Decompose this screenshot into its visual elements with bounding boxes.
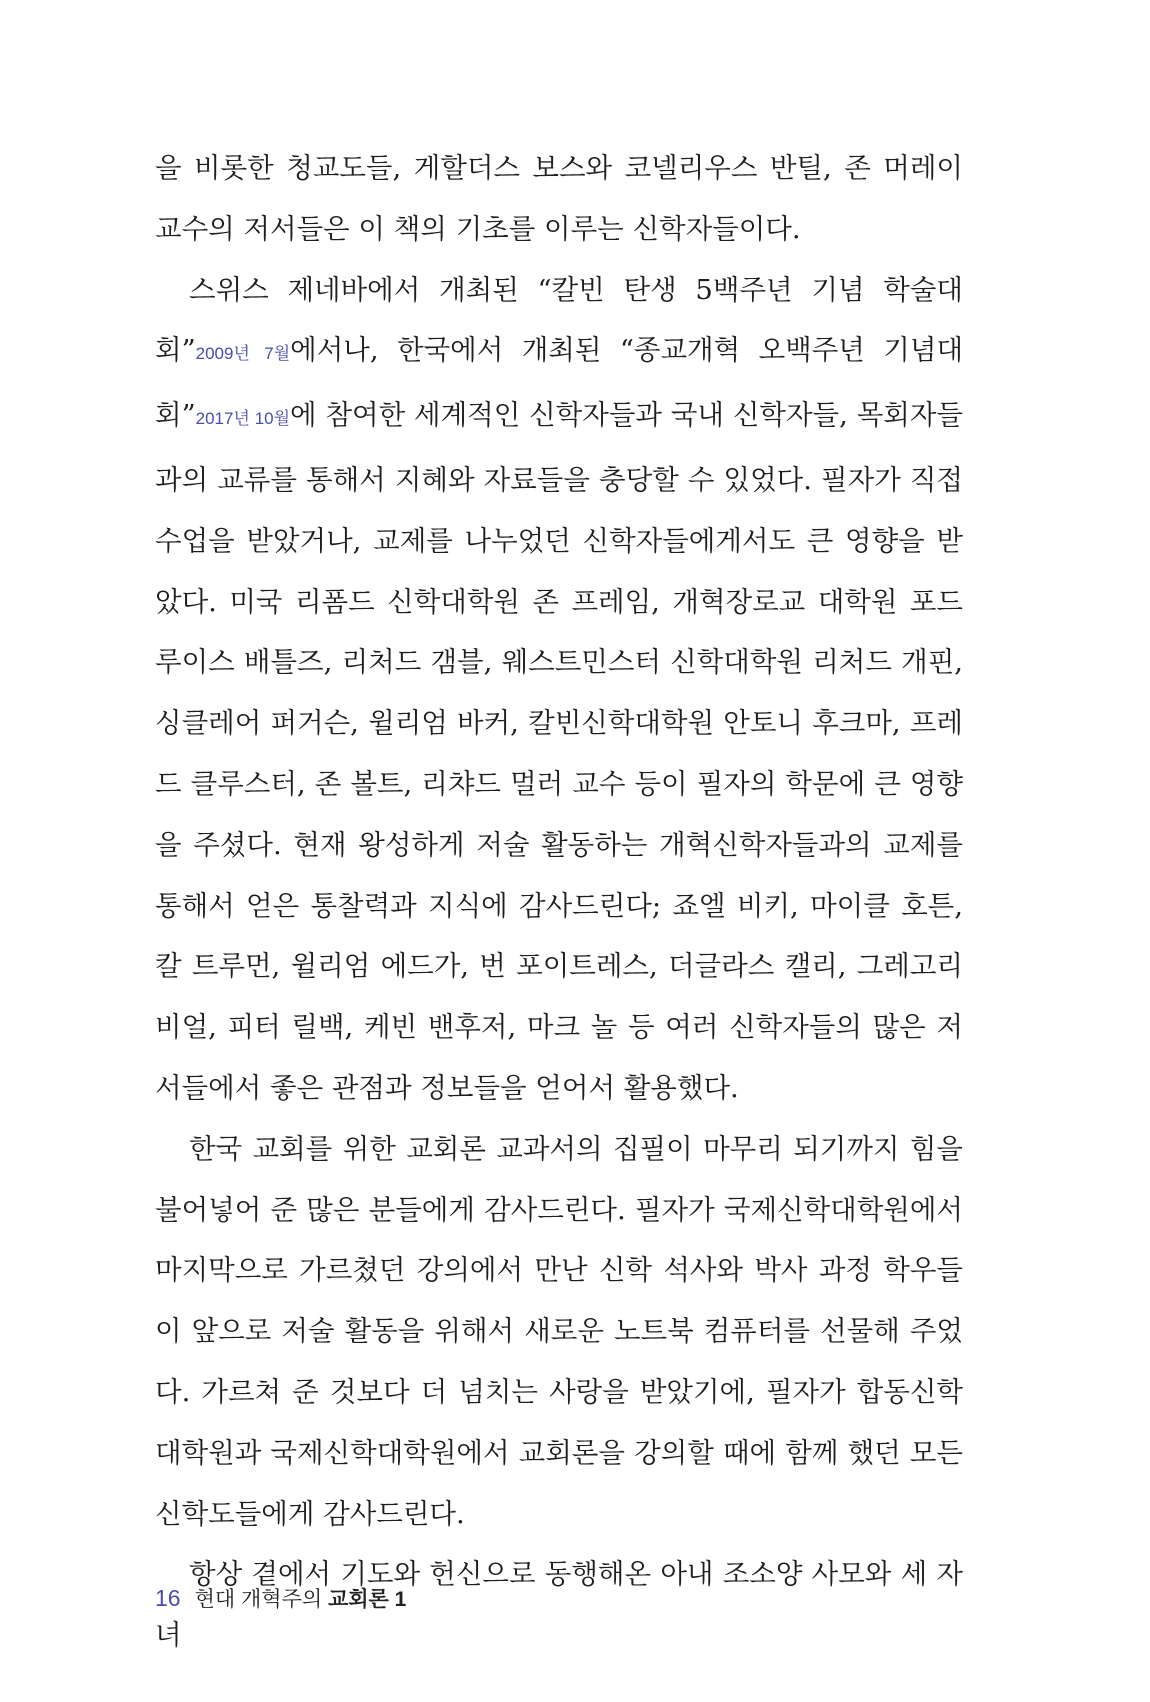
text-run: 을 비롯한 청교도들, 게할더스 보스와 코넬리우스 반틸, 존 머레이 교수의 저서들은 이 책의 기초를 이루는 신학자들이다.	[155, 152, 963, 245]
date-note: 2009년 7월	[195, 344, 291, 364]
paragraph-2	[155, 260, 963, 1119]
paragraph-3	[155, 1119, 963, 1545]
text-run: 에 참여한 세계적인 신학자들과 국내 신학자들, 목회자들과의 교류를 통해서 지혜와 자료들을 충당할 수 있었다. 필자가 직접 수업을 받았거나, 교제를 나누었던 신학자들에게서도 큰 영향을 받았다. 미국 리폼드 신학대학원 존 프레임, 개혁장로교 대학원 포드 루이스 배틀즈, 리처드 갬블, 웨스트민스터 신학대학원 리처드 개핀, 싱클레어 퍼거슨, 윌리엄 바커, 칼빈신학대학원 안토니 후크마, 프레드 클루스터, 존 볼트, 리챠드 멀러 교수 등이 필자의 학문에 큰 영향을 주셨다. 현재 왕성하게 저술 활동하는 개혁신학자들과의 교제를 통해서 얻은 통찰력과 지식에 감사드린다; 죠엘 비키, 마이클 호튼, 칼 트루먼, 윌리엄 에드가, 번 포이트레스, 더글라스 캘리, 그레고리 비얼, 피터 릴백, 케빈 밴후저, 마크 놀 등 여러 신학자들의 많은 저서들에서 좋은 관점과 정보들을 얻어서 활용했다.	[155, 399, 963, 1104]
paragraph-1	[155, 138, 963, 260]
book-title-regular: 현대 개혁주의	[194, 1588, 328, 1611]
text-run: 스위스 제네바에서 개최된 “칼빈 탄생 5백주년 기념 학술대회”	[155, 273, 963, 367]
body-text	[155, 138, 963, 1666]
date-note: 2017년 10월	[195, 409, 291, 429]
page-footer	[155, 1583, 406, 1613]
text-run: 항상 곁에서 기도와 헌신으로 동행해온 아내 조소양 사모와 세 자녀	[155, 1558, 963, 1652]
book-title-bold: 교회론 1	[327, 1588, 407, 1611]
text-run: 한국 교회를 위한 교회론 교과서의 집필이 마무리 되기까지 힘을 불어넣어 준 많은 분들에게 감사드린다. 필자가 국제신학대학원에서 마지막으로 가르쳤던 강의에서 만난 신학 석사와 박사 과정 학우들이 앞으로 저술 활동을 위해서 새로운 노트북 컴퓨터를 선물해 주었다. 가르쳐 준 것보다 더 넘치는 사랑을 받았기에, 필자가 합동신학대학원과 국제신학대학원에서 교회론을 강의할 때에 함께 했던 모든 신학도들에게 감사드린다.	[155, 1132, 963, 1530]
text-run: 에서나, 한국에서 개최된 “종교개혁 오백주년 기념대회”	[155, 334, 964, 432]
page-number: 16	[155, 1585, 181, 1611]
